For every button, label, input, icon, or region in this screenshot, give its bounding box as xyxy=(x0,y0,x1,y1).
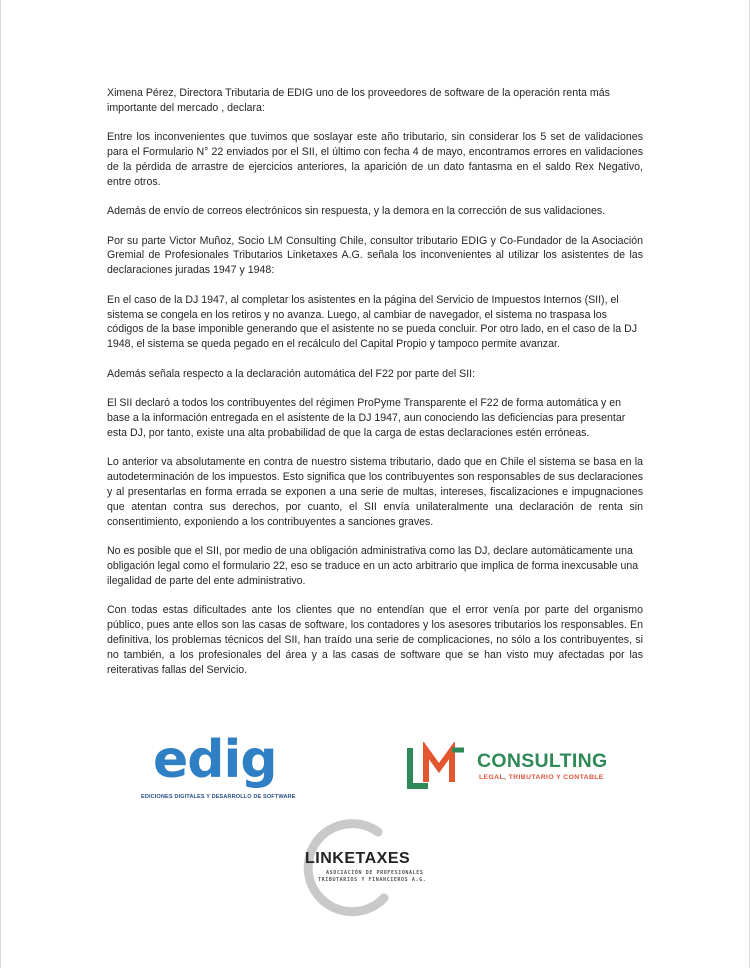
edig-logo-word: edig xyxy=(153,730,277,790)
letter-body xyxy=(107,86,643,692)
lm-monogram-icon xyxy=(406,742,468,790)
paragraph-dj-1947: En el caso de la DJ 1947, al completar los asistentes en la página del Servicio de Impuestos Internos (SII), el sistema se congela en los retiros y no avanza. Luego, al cambiar de navegador, el sistema no traspasa los códigos de la base imponible generando que el asistente no se pueda concluir. Por otro lado, en el caso de la DJ 1948, el sistema se queda pegado en el recálculo del Capital Propio y tampoco permite avanzar. xyxy=(107,293,638,351)
paragraph-inconvenientes: Entre los inconvenientes que tuvimos que soslayar este año tributario, sin considerar los 5 set de validaciones para el Formulario N° 22 enviados por el SII, el último con fecha 4 de mayo, encontramos errores en validaciones de la pérdida de arrastre de ejercicios anteriores, la aparición de un dato fantasma en el saldo Rex Negativo, entre otros. xyxy=(107,131,643,188)
paragraph-intro: Ximena Pérez, Directora Tributaria de EDIG uno de los proveedores de software de la operación renta más importante del mercado , declara: xyxy=(107,87,610,114)
linketaxes-subtitle-line2: TRIBUTARIOS Y FINANCIEROS A.G. xyxy=(318,877,427,883)
paragraph-sistema-tributario: Lo anterior va absolutamente en contra de nuestro sistema tributario, dado que en Chile el sistema se basa en la autodeterminación de los impuestos. Esto significa que los contribuyentes son responsables de sus declaraciones y al presentarlas en forma errada se exponen a una serie de multas, intereses, fiscalizaciones e impugnaciones que atentan contra sus derechos, por cuanto, el SII envía unilateralmente una declaración de renta sin consentimiento, exponiendo a los contribuyentes a sanciones graves. xyxy=(107,456,643,528)
lm-consulting-logo xyxy=(406,742,621,792)
paragraph-correos: Además de envío de correos electrónicos sin respuesta, y la demora en la corrección de sus validaciones. xyxy=(107,205,606,218)
paragraph-obligacion: No es posible que el SII, por medio de una obligación administrativa como las DJ, declare automáticamente una obligación legal como el formulario 22, eso se traduce en un acto arbitrario que implica de forma inexcusable una ilegalidad de parte del ente administrativo. xyxy=(107,544,639,587)
lm-consulting-name: CONSULTING xyxy=(477,750,608,772)
edig-logo-tagline: EDICIONES DIGITALES Y DESARROLLO DE SOFTWARE xyxy=(141,794,296,800)
linketaxes-logo xyxy=(296,812,456,922)
linketaxes-subtitle-line1: ASOCIACIÓN DE PROFESIONALES xyxy=(326,870,424,876)
edig-logo xyxy=(141,730,296,812)
paragraph-conclusion: Con todas estas dificultades ante los clientes que no entendían que el error venía por parte del organismo público, pues ante ellos son las casas de software, los contadores y los asesores tributarios los responsables. En definitiva, los problemas técnicos del SII, han traído una serie de complicaciones, no sólo a los contribuyentes, si no también, a los profesionales del área y a las casas de software que se han visto muy afectadas por las reiterativas fallas del Servicio. xyxy=(107,604,643,676)
linketaxes-name: LINKETAXES xyxy=(305,850,411,867)
paragraph-f22-intro: Además señala respecto a la declaración automática del F22 por parte del SII: xyxy=(107,367,476,380)
lm-consulting-subtitle: LEGAL, TRIBUTARIO Y CONTABLE xyxy=(479,774,604,781)
paragraph-victor-munoz: Por su parte Victor Muñoz, Socio LM Consulting Chile, consultor tributario EDIG y Co-Fundador de la Asociación Gremial de Profesionales Tributarios Linketaxes A.G. señala los inconvenientes al utilizar los asistentes de las declaraciones juradas 1947 y 1948: xyxy=(107,234,643,277)
paragraph-propyme: El SII declaró a todos los contribuyentes del régimen ProPyme Transparente el F22 de forma automática y en base a la información entregada en el asistente de la DJ 1947, aun conociendo las deficiencias para presentar esta DJ, por tanto, existe una alta probabilidad de que la carga de estas declaraciones estén erróneas. xyxy=(107,396,626,439)
